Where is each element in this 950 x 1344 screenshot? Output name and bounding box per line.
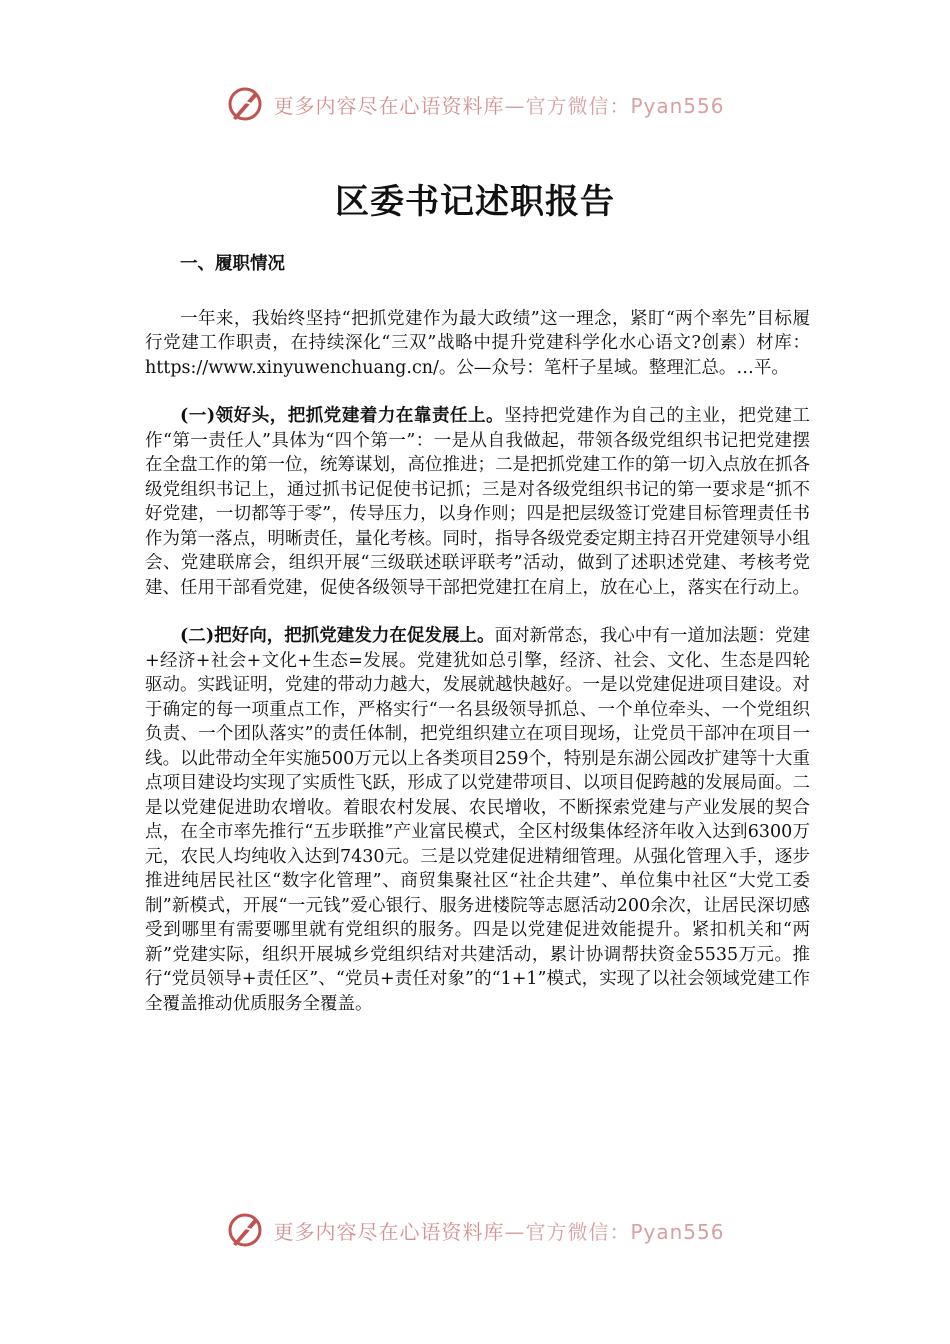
intro-paragraph: 一年来，我始终坚持“把抓党建作为最大政绩”这一理念，紧盯“两个率先”目标履行党建工作职责，在持续深化“三双”战略中提升党建科学化水心语文?创素）材库：https://www.xinyuwenchuang.cn/。公—众号：笔杆子星域。整理汇总。…平。 — [145, 308, 810, 378]
item1-body: 坚持把党建作为自己的主业，把党建工作“第一责任人”具体为“四个第一”：一是从自我做起，带领各级党组织书记把党建摆在全盘工作的第一位，统筹谋划，高位推进；二是把抓党建工作的第一切入点放在抓各级党组织书记上，通过抓书记促使书记抓；三是对各级党组织书记的第一要求是“抓不好党建，一切都等于零”，传导压力，以身作则；四是把层级签订党建目标管理责任书作为第一落点，明晰责任，量化考核。同时，指导各级党委定期主持召开党建领导小组会、党建联席会，组织开展“三级联述联评联考”活动，做到了述职述党建、考核考党建、任用干部看党建，促使各级领导干部把党建扛在肩上，放在心上，落实在行动上。 — [145, 406, 811, 598]
document-title: 区委书记述职报告 — [335, 182, 615, 222]
banner-text — [273, 1216, 724, 1245]
section-heading: 一、履职情况 — [180, 254, 285, 274]
banner-dash: — — [504, 93, 526, 118]
item1-lead: (一)领好头，把抓党建着力在靠责任上。 — [180, 406, 505, 426]
document-body — [145, 252, 810, 1040]
banner-text — [273, 90, 724, 119]
item1-paragraph — [145, 404, 810, 600]
banner-dash: — — [504, 1219, 526, 1244]
pen-logo-icon — [225, 1210, 265, 1250]
banner-main-text: 更多内容尽在心语资料库 — [273, 1219, 505, 1244]
banner-main-text: 更多内容尽在心语资料库 — [273, 93, 505, 118]
banner-wechat: 官方微信：Pyan556 — [525, 93, 725, 118]
item2-paragraph — [145, 624, 810, 1016]
footer-banner — [0, 1210, 950, 1250]
item2-lead: (二)把好向，把抓党建发力在促发展上。 — [180, 626, 495, 646]
banner-wechat: 官方微信：Pyan556 — [525, 1219, 725, 1244]
pen-logo-icon — [225, 84, 265, 124]
item2-body: 面对新常态，我心中有一道加法题：党建+经济+社会+文化+生态=发展。党建犹如总引擎，经济、社会、文化、生态是四轮驱动。实践证明，党建的带动力越大，发展就越快越好。一是以党建促进项目建设。对于确定的每一项重点工作，严格实行“一名县级领导抓总、一个单位牵头、一个党组织负责、一个团队落实”的责任体制，把党组织建立在项目现场，让党员干部冲在项目一线。以此带动全年实施500万元以上各类项目259个，特别是东湖公园改扩建等十大重点项目建设均实现了实质性飞跃，形成了以党建带项目、以项目促跨越的发展局面。二是以党建促进助农增收。着眼农村发展、农民增收，不断探索党建与产业发展的契合点，在全市率先推行“五步联推”产业富民模式，全区村级集体经济年收入达到6300万元，农民人均纯收入达到7430元。三是以党建促进精细管理。从强化管理入手，逐步推进纯居民社区“数字化管理”、商贸集聚社区“社企共建”、单位集中社区“大党工委制”新模式，开展“一元钱”爱心银行、服务进楼院等志愿活动200余次，让居民深切感受到哪里有需要哪里就有党组织的服务。四是以党建促进效能提升。紧扣机关和“两新”党建实际，组织开展城乡党组织结对共建活动，累计协调帮扶资金5535万元。推行“党员领导+责任区”、“党员+责任对象”的“1+1”模式，实现了以社会领域党建工作全覆盖推动优质服务全覆盖。 — [145, 626, 811, 1014]
header-banner — [0, 84, 950, 124]
